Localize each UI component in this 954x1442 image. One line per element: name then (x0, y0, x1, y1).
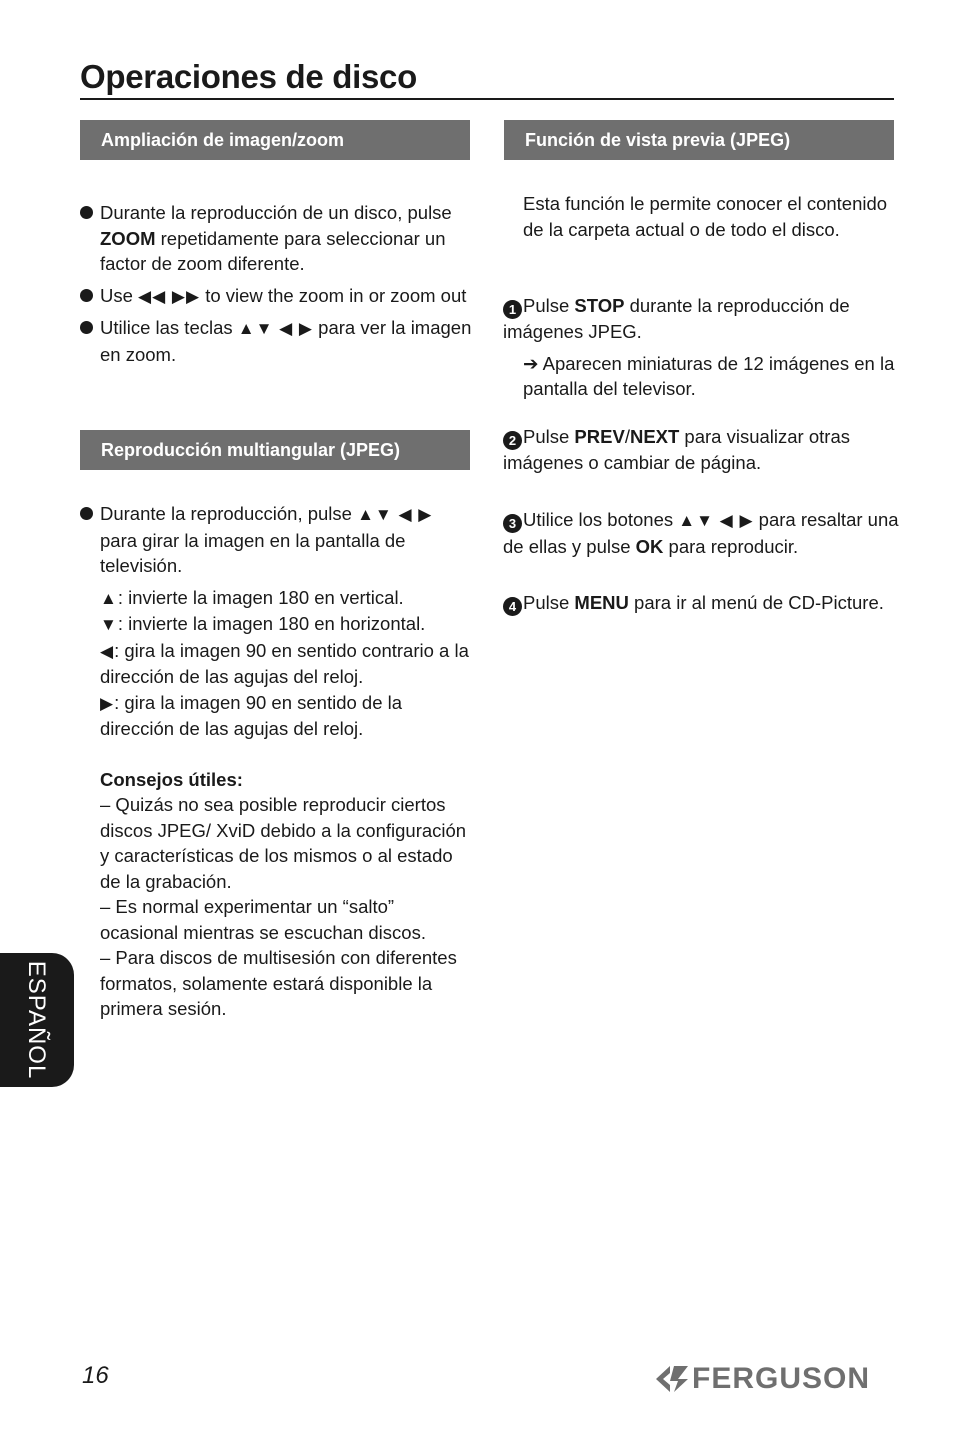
rotation-left-text: : gira la imagen 90 en sentido contrario a la dirección de las agujas del reloj. (100, 639, 469, 687)
prev-key: PREV (574, 426, 625, 447)
tips-title: Consejos útiles: (100, 768, 243, 790)
bullet-dot (80, 321, 93, 334)
step-1-text: Pulse (523, 295, 575, 316)
direction-arrows-icons: ▲▼ ◀ ▶ (357, 505, 433, 524)
multiangle-section-heading: Reproducción multiangular (JPEG) (80, 430, 470, 470)
result-arrow-icon: ➔ (523, 352, 539, 374)
tip-3: – Para discos de multisesión con diferentes formatos, solamente estará disponible la primera sesión. (100, 947, 457, 1019)
step-1-result (503, 351, 895, 402)
multiangle-bullet-1 (80, 501, 472, 579)
page-number: 16 (82, 1362, 109, 1389)
rotation-left (100, 638, 472, 690)
step-4-text-end: para ir al menú de CD-Picture. (628, 592, 884, 613)
menu-key: MENU (574, 592, 629, 613)
brand-name: FERGUSON (692, 1362, 871, 1395)
tip-1: – Quizás no sea posible reproducir ciertos discos JPEG/ XviD debido a la configuración y características de los mismos o al estado de la grabación. (100, 794, 467, 892)
zoom-bullet-2 (80, 283, 472, 310)
zoom-section-heading: Ampliación de imagen/zoom (80, 120, 470, 160)
step-2 (503, 424, 895, 476)
zoom-b3-text-end: para ver la imagen en zoom. (100, 317, 472, 365)
zoom-bullet-3 (80, 315, 472, 367)
next-key: NEXT (629, 426, 680, 447)
multi-b1-text: Durante la reproducción, pulse (100, 503, 358, 524)
multi-b1-text-end: para girar la imagen en la pantalla de televisión. (100, 529, 406, 576)
right-arrow-icon: ▶ (100, 693, 115, 713)
step-4-text: Pulse (523, 592, 575, 613)
direction-arrows-icons: ▲▼ ◀ ▶ (237, 319, 314, 338)
zoom-bullet-list (80, 200, 472, 373)
rotation-up (100, 585, 472, 612)
step-3-text-mid: para resaltar una de ellas y pulse (503, 509, 899, 557)
multiangle-content (80, 501, 472, 1022)
ferguson-logo-icon (654, 1364, 690, 1394)
step-4 (503, 590, 895, 616)
stop-key: STOP (574, 295, 625, 316)
ok-key: OK (635, 535, 664, 557)
page-title: Operaciones de disco (80, 58, 894, 100)
rewind-forward-icons: ◀◀ ▶▶ (138, 286, 201, 306)
direction-arrows-icons: ▲▼ ◀ ▶ (678, 511, 754, 530)
rotation-right (100, 690, 472, 742)
zoom-b1-text: Durante la reproducción de un disco, pulse (100, 202, 452, 223)
rotation-legend (80, 585, 472, 1022)
step-2-text-end: para visualizar otras imágenes o cambiar de página. (503, 426, 850, 473)
step-1-result-text: Aparecen miniaturas de 12 imágenes en la pantalla del televisor. (523, 352, 895, 399)
step-1 (503, 293, 895, 402)
step-number-badge: 4 (503, 597, 522, 616)
step-1-text-end: durante la reproducción de imágenes JPEG. (503, 295, 850, 342)
rotation-right-text: : gira la imagen 90 en sentido de la dirección de las agujas del reloj. (100, 691, 403, 739)
step-3 (503, 507, 903, 559)
step-2-text: Pulse (523, 426, 575, 447)
zoom-key: ZOOM (100, 227, 156, 249)
rotation-down (100, 611, 472, 638)
key-separator: / (624, 426, 630, 447)
bullet-dot (80, 507, 93, 520)
up-arrow-icon: ▲ (100, 588, 118, 608)
rotation-down-text: : invierte la imagen 180 en horizontal. (117, 613, 426, 634)
step-number-badge: 3 (503, 514, 522, 533)
ferguson-logo (654, 1362, 894, 1396)
bullet-dot (80, 289, 93, 302)
zoom-b2-text: Use (100, 284, 139, 306)
tip-2: – Es normal experimentar un “salto” ocasional mientras se escuchan discos. (100, 896, 426, 943)
step-3-text-end: para reproducir. (663, 535, 799, 557)
bullet-dot (80, 206, 93, 219)
zoom-b3-text: Utilice las teclas (100, 317, 238, 338)
down-arrow-icon: ▼ (100, 615, 118, 634)
zoom-b2-text-end: to view the zoom in or zoom out (200, 284, 467, 306)
language-tab (0, 953, 74, 1087)
step-3-text: Utilice los botones (523, 509, 679, 530)
preview-section-heading: Función de vista previa (JPEG) (504, 120, 894, 160)
language-tab-label: ESPAÑOL (23, 960, 50, 1080)
zoom-b1-text-end: repetidamente para seleccionar un factor de zoom diferente. (100, 227, 446, 274)
zoom-bullet-1 (80, 200, 472, 277)
left-arrow-icon: ◀ (100, 641, 115, 661)
preview-intro: Esta función le permite conocer el contenido de la carpeta actual o de todo el disco. (523, 193, 888, 240)
step-number-badge: 1 (503, 300, 522, 319)
rotation-up-text: : invierte la imagen 180 en vertical. (117, 586, 404, 608)
step-number-badge: 2 (503, 431, 522, 450)
